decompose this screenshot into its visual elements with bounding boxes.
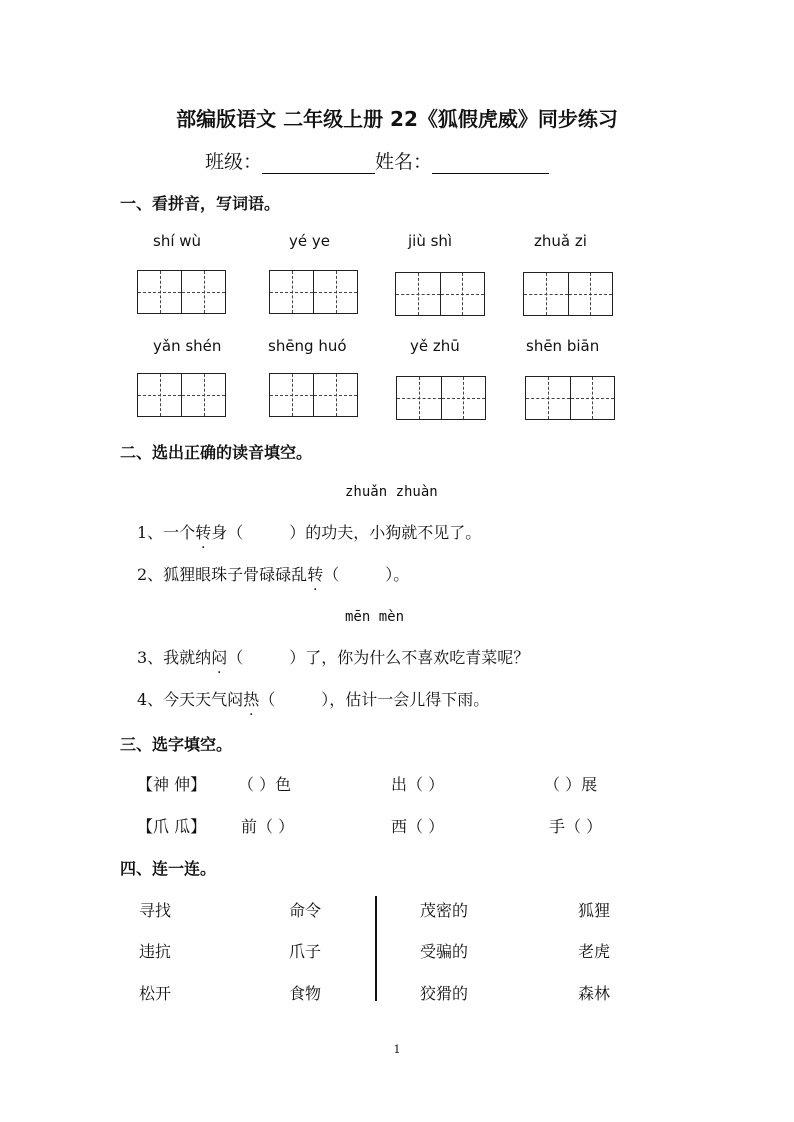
page-number: 1 bbox=[393, 1043, 401, 1056]
q1-text-b: 身（ bbox=[211, 523, 244, 542]
choice-pair-1: 【神 伸】 bbox=[137, 775, 207, 794]
match-right-b-1[interactable]: 狐狸 bbox=[578, 901, 611, 920]
question-2 bbox=[137, 562, 409, 585]
q4-dotted-char: 热 bbox=[243, 690, 260, 709]
match-right-b-3[interactable]: 森林 bbox=[578, 984, 611, 1003]
match-left-b-2[interactable]: 爪子 bbox=[289, 942, 322, 961]
tianzige-box-5[interactable] bbox=[137, 373, 226, 417]
match-left-a-3[interactable]: 松开 bbox=[139, 984, 172, 1003]
q3-text-b: （ bbox=[227, 648, 244, 667]
column-divider bbox=[375, 896, 377, 1001]
question-1 bbox=[137, 520, 481, 543]
q2-text-c: ）。 bbox=[385, 565, 410, 584]
fill-blank-2a[interactable]: 前（ ） bbox=[241, 817, 295, 836]
name-label: 姓名： bbox=[375, 151, 433, 173]
fill-blank-1c[interactable]: （ ）展 bbox=[544, 775, 598, 794]
pinyin-8: shēn biān bbox=[526, 337, 600, 355]
section2-heading: 二、选出正确的读音填空。 bbox=[120, 443, 313, 462]
fill-blank-2b[interactable]: 西（ ） bbox=[391, 817, 445, 836]
question-3 bbox=[137, 645, 529, 668]
q4-text-b: （ bbox=[259, 690, 276, 709]
pinyin-1: shí wù bbox=[153, 232, 202, 250]
pinyin-options-men: mēn mèn bbox=[345, 609, 405, 625]
match-right-a-1[interactable]: 茂密的 bbox=[420, 901, 469, 920]
q1-dotted-char: 转 bbox=[195, 523, 212, 542]
class-blank[interactable] bbox=[262, 153, 375, 174]
section4-heading: 四、连一连。 bbox=[120, 859, 217, 878]
q4-text-c: ），估计一会儿得下雨。 bbox=[321, 690, 490, 709]
tianzige-box-3[interactable] bbox=[395, 272, 485, 316]
q3-dotted-char: 闷 bbox=[211, 648, 228, 667]
class-name-line bbox=[205, 147, 549, 174]
question-4 bbox=[137, 687, 489, 710]
match-left-b-3[interactable]: 食物 bbox=[289, 984, 322, 1003]
tianzige-box-4[interactable] bbox=[523, 272, 613, 316]
tianzige-box-6[interactable] bbox=[269, 373, 358, 417]
section3-heading: 三、选字填空。 bbox=[120, 735, 233, 754]
q1-text-c: ）的功夫，小狗就不见了。 bbox=[289, 523, 482, 542]
match-right-a-2[interactable]: 受骗的 bbox=[420, 942, 469, 961]
tianzige-box-8[interactable] bbox=[525, 376, 615, 420]
page-title: 部编版语文 二年级上册 22《狐假虎威》同步练习 bbox=[176, 107, 618, 131]
pinyin-5: yǎn shén bbox=[153, 337, 222, 355]
match-right-a-3[interactable]: 狡猾的 bbox=[420, 984, 469, 1003]
q2-text-b: （ bbox=[323, 565, 340, 584]
q1-text-a: 1、一个 bbox=[137, 523, 196, 542]
match-left-a-1[interactable]: 寻找 bbox=[139, 901, 172, 920]
pinyin-4: zhuǎ zi bbox=[534, 232, 587, 250]
q3-text-c: ）了，你为什么不喜欢吃青菜呢？ bbox=[289, 648, 530, 667]
class-label: 班级： bbox=[205, 151, 263, 173]
tianzige-box-2[interactable] bbox=[269, 270, 358, 314]
q4-text-a: 4、今天天气闷 bbox=[137, 690, 244, 709]
section1-heading: 一、看拼音，写词语。 bbox=[120, 194, 281, 213]
tianzige-box-7[interactable] bbox=[396, 376, 486, 420]
q3-text-a: 3、我就纳 bbox=[137, 648, 212, 667]
pinyin-options-zhuan: zhuǎn zhuàn bbox=[345, 484, 438, 500]
fill-blank-2c[interactable]: 手（ ） bbox=[549, 817, 603, 836]
match-left-a-2[interactable]: 违抗 bbox=[139, 942, 172, 961]
fill-blank-1b[interactable]: 出（ ） bbox=[391, 775, 445, 794]
choice-pair-2: 【爪 瓜】 bbox=[137, 817, 207, 836]
q2-dotted-char: 转 bbox=[307, 565, 324, 584]
match-right-b-2[interactable]: 老虎 bbox=[578, 942, 611, 961]
match-left-b-1[interactable]: 命令 bbox=[289, 901, 322, 920]
pinyin-7: yě zhū bbox=[410, 337, 460, 355]
pinyin-2: yé ye bbox=[289, 232, 330, 250]
tianzige-box-1[interactable] bbox=[137, 270, 226, 314]
fill-blank-1a[interactable]: （ ）色 bbox=[238, 775, 292, 794]
pinyin-6: shēng huó bbox=[268, 337, 347, 355]
q2-text-a: 2、狐狸眼珠子骨碌碌乱 bbox=[137, 565, 308, 584]
pinyin-3: jiù shì bbox=[408, 232, 453, 250]
name-blank[interactable] bbox=[432, 153, 549, 174]
